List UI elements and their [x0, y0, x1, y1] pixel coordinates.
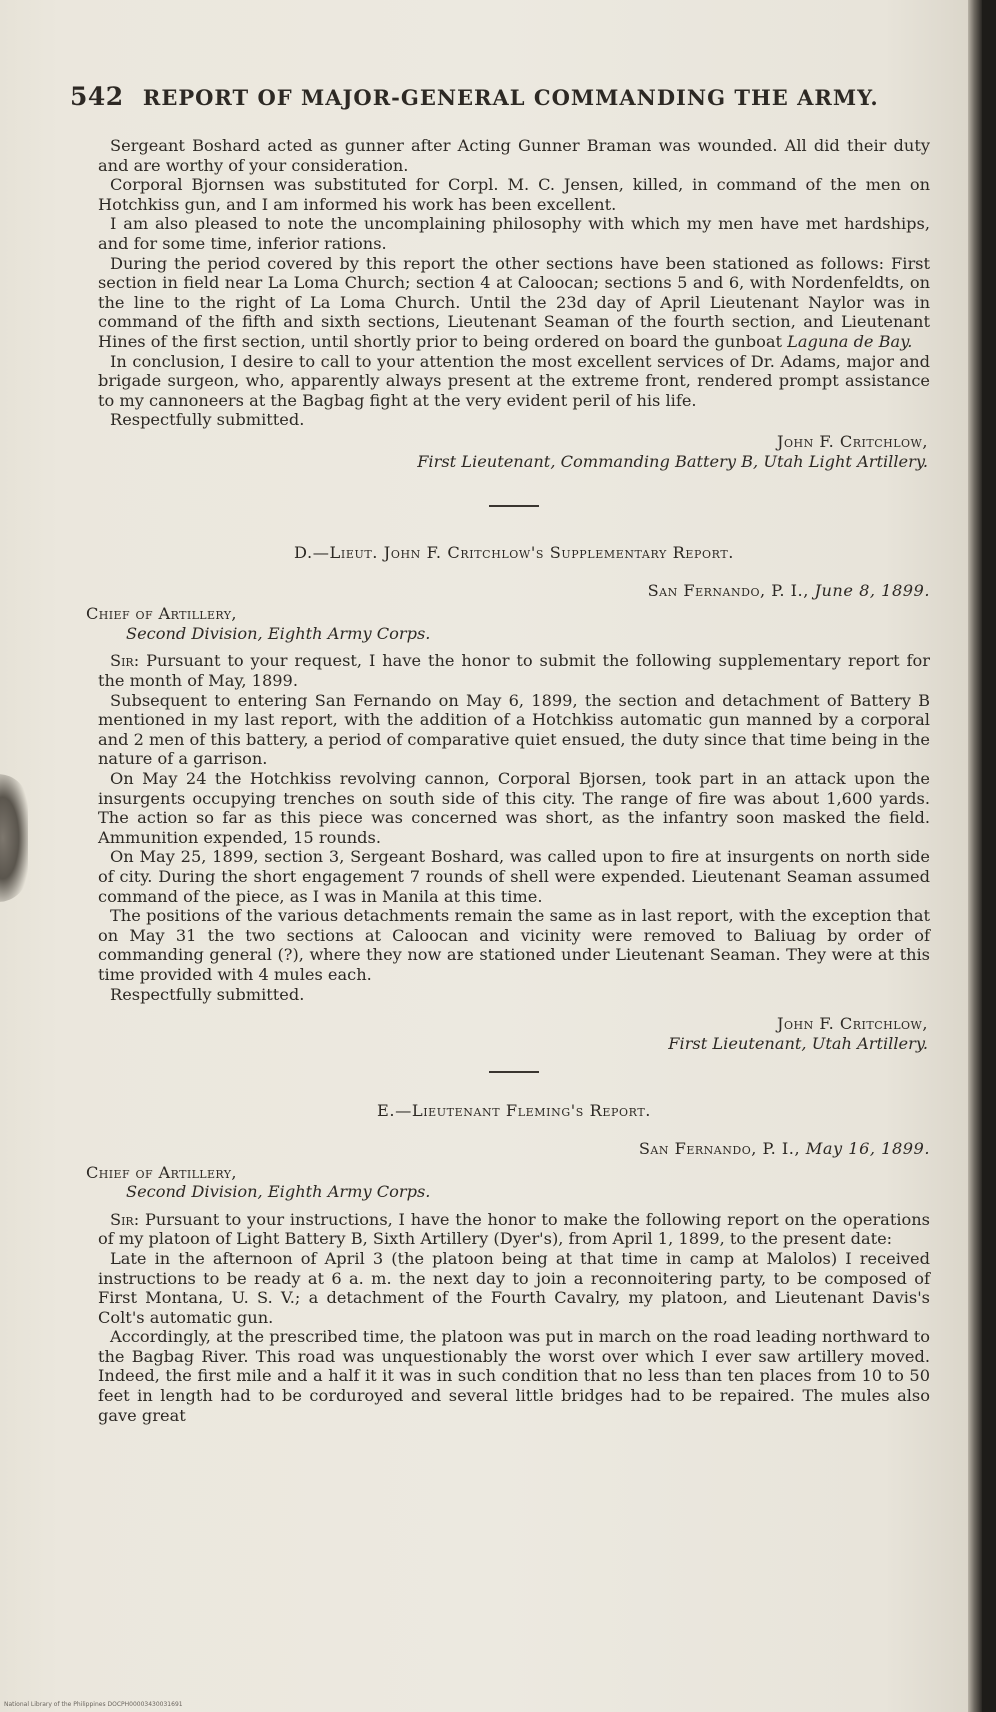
page-number: 542 — [70, 82, 124, 111]
paragraph-text: During the period covered by this report the other sections have been stationed as follows: First section in field near La Loma Church; section 4 at Caloocan; sections 5 and 6, with Nordenfeldts, on the line to the right of La Loma Church. Until the 23d day of April Lieutenant Naylor was in command of the fifth and sixth sections, Lieutenant Seaman of the fourth section, and Lieutenant Hines of the first section, until shortly prior to being ordered on board the gunboat — [98, 253, 930, 351]
scan-footer: National Library of the Philippines DOCPH00003430031691 — [4, 1701, 183, 1708]
section-divider — [489, 1071, 539, 1073]
paragraph — [98, 1210, 930, 1249]
dateline-date: May 16, 1899. — [805, 1138, 930, 1158]
dateline — [98, 1139, 930, 1159]
signature-name: John F. Critchlow, — [776, 1014, 928, 1034]
paragraph: On May 24 the Hotchkiss revolving cannon, Corporal Bjorsen, took part in an attack upon the insurgents occupying trenches on south side of this city. The range of fire was about 1,600 yards. The action so far as this piece was concerned was short, as the infantry soon masked the field. Ammunition expended, 15 rounds. — [98, 769, 930, 847]
dateline-place: San Fernando, P. I., — [647, 580, 809, 600]
address-line-2: Second Division, Eighth Army Corps. — [126, 1182, 431, 1202]
paragraph-text: Pursuant to your request, I have the honor to submit the following supplementary report for the month of May, 1899. — [98, 651, 931, 691]
paragraph: On May 25, 1899, section 3, Sergeant Boshard, was called upon to fire at insurgents on north side of city. During the short engagement 7 rounds of shell were expended. Lieutenant Seaman assumed command of the piece, as I was in Manila at this time. — [98, 847, 930, 906]
closing: Respectfully submitted. — [110, 410, 305, 430]
address-line-2: Second Division, Eighth Army Corps. — [126, 623, 431, 643]
paragraph: Sergeant Boshard acted as gunner after Acting Gunner Braman was wounded. All did their duty and are worthy of your consideration. — [98, 136, 930, 175]
signature-block — [98, 1014, 928, 1053]
dateline-date: June 8, 1899. — [814, 580, 930, 600]
scan-thumb-shadow — [0, 774, 28, 902]
paragraph — [98, 254, 930, 352]
signature-rank: First Lieutenant, Utah Artillery. — [668, 1033, 928, 1053]
page-body — [86, 136, 931, 1425]
paragraph: I am also pleased to note the uncomplaining philosophy with which my men have met hardships, and for some time, inferior rations. — [98, 214, 930, 253]
address-line: Chief of Artillery, — [86, 1162, 237, 1182]
running-title: REPORT OF MAJOR-GENERAL COMMANDING THE ARMY. — [142, 85, 879, 110]
paragraph: In conclusion, I desire to call to your attention the most excellent services of Dr. Adams, major and brigade surgeon, who, apparently always present at the extreme front, rendered prompt assistance to my cannoneers at the Bagbag fight at the very evident peril of his life. — [98, 351, 930, 410]
section-heading-e: E.—Lieutenant Fleming's Report. — [376, 1101, 652, 1121]
signature-name: John F. Critchlow, — [776, 431, 928, 451]
page-edge-shadow — [968, 0, 982, 1712]
salutation: Sir: — [110, 1209, 140, 1229]
section-heading-d: D.—Lieut. John F. Critchlow's Supplementary Report. — [294, 543, 734, 563]
paragraph: Subsequent to entering San Fernando on May 6, 1899, the section and detachment of Battery B mentioned in my last report, with the addition of a Hotchkiss automatic gun manned by a corporal and 2 men of this battery, a period of comparative quiet ensued, the duty since that time being in the nature of a garrison. — [98, 690, 930, 769]
page-header — [70, 82, 879, 111]
section-divider — [489, 505, 539, 507]
paragraph: Accordingly, at the prescribed time, the platoon was put in march on the road leading northward to the Bagbag River. This road was unquestionably the worst over which I ever saw artillery moved. Indeed, the first mile and a half it it was in such condition that no less than ten places from 10 to 50 feet in length had to be corduroyed and several little bridges had to be repaired. The mules also gave great — [98, 1327, 930, 1425]
gunboat-name: Laguna de Bay. — [787, 331, 913, 351]
signature-block — [98, 432, 928, 471]
closing: Respectfully submitted. — [110, 984, 305, 1004]
address-line: Chief of Artillery, — [86, 604, 237, 624]
paragraph: The positions of the various detachments remain the same as in last report, with the exception that on May 31 the two sections at Caloocan and vicinity were removed to Baliuag by order of commanding general (?), where they now are stationed under Lieutenant Seaman. They were at this time provided with 4 mules each. — [98, 906, 930, 984]
paragraph: Corporal Bjornsen was substituted for Corpl. M. C. Jensen, killed, in command of the men on Hotchkiss gun, and I am informed his work has been excellent. — [98, 175, 930, 214]
paragraph — [98, 651, 930, 690]
dateline — [98, 581, 930, 601]
salutation: Sir: — [110, 651, 140, 671]
dateline-place: San Fernando, P. I., — [638, 1138, 801, 1158]
paragraph-text: Pursuant to your instructions, I have the honor to make the following report on the operations of my platoon of Light Battery B, Sixth Artillery (Dyer's), from April 1, 1899, to the present date: — [98, 1209, 930, 1249]
signature-rank: First Lieutenant, Commanding Battery B, Utah Light Artillery. — [417, 451, 928, 471]
paragraph: Late in the afternoon of April 3 (the platoon being at that time in camp at Malolos) I received instructions to be ready at 6 a. m. the next day to join a reconnoitering party, to be composed of First Montana, U. S. V.; a detachment of the Fourth Cavalry, my platoon, and Lieutenant Davis's Colt's automatic gun. — [98, 1248, 930, 1327]
